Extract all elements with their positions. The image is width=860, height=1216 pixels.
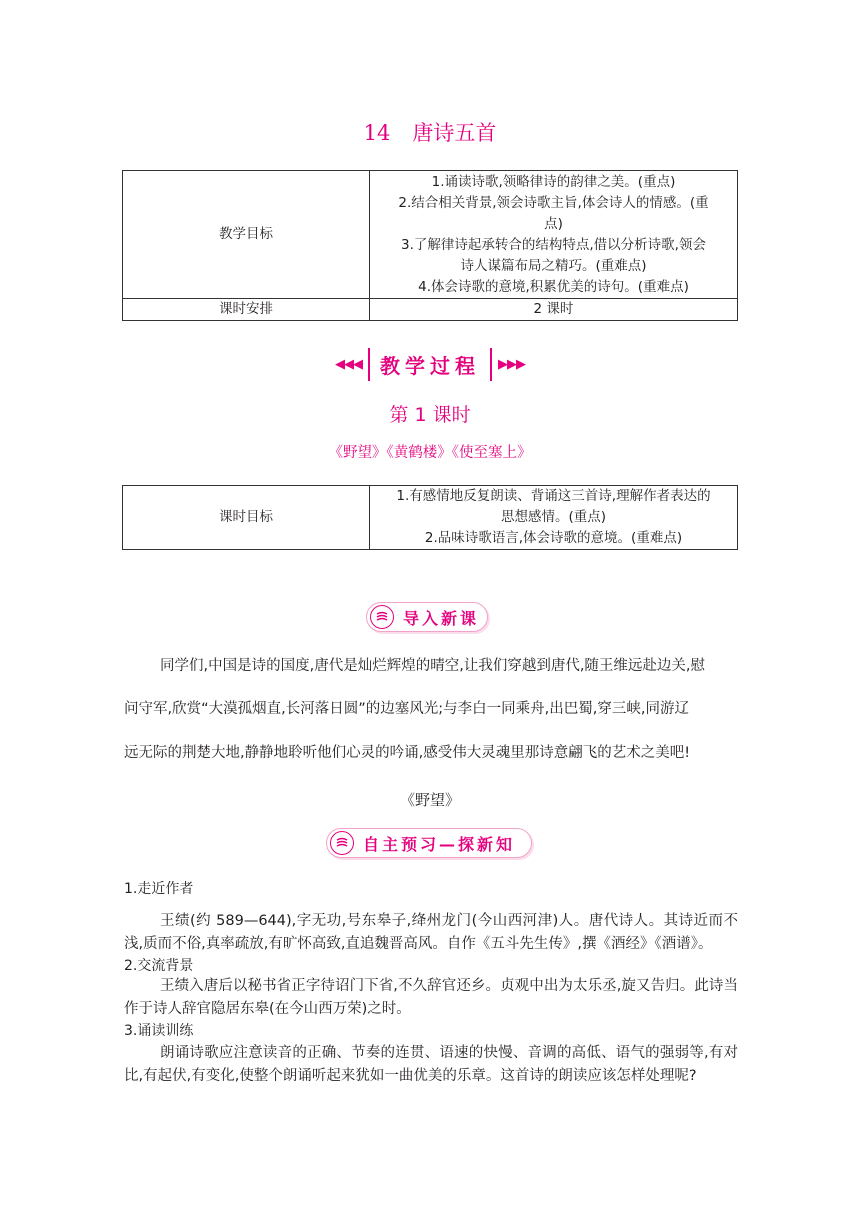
banner-box	[368, 348, 492, 381]
period-goals-table	[122, 485, 738, 550]
book-icon	[370, 605, 394, 629]
table-row	[123, 486, 738, 550]
section-body: 王绩(约 589—644),字无功,号东皋子,绛州龙门(今山西河津)人。唐代诗人。其诗近而不浅,质而不俗,真率疏放,有旷怀高致,直追魏晋高风。自作《五斗先生传》,撰《酒经》《酒谱》。	[124, 913, 738, 952]
lesson-number: 14	[363, 121, 391, 145]
schedule-value: 2 课时	[370, 299, 738, 321]
left-arrows-icon: ◀◀◀	[335, 357, 362, 372]
table-row	[123, 171, 738, 299]
goal-line: 2.结合相关背景,领会诗歌主旨,体会诗人的情感。(重	[398, 194, 709, 211]
section-body: 朗诵诗歌应注意读音的正确、节奏的连贯、语速的快慢、音调的高低、语气的强弱等,有对比,有起伏,有变化,使整个朗诵听起来犹如一曲优美的乐章。这首诗的朗读应该怎样处理呢?	[124, 1045, 738, 1084]
teaching-goals-label: 教学目标	[123, 171, 370, 299]
table-row	[123, 299, 738, 321]
preview-section-pill	[326, 828, 532, 858]
intro-section-pill	[366, 602, 488, 632]
goal-line: 2.品味诗歌语言,体会诗歌的意境。(重难点)	[424, 530, 683, 546]
intro-line: 远无际的荆楚大地,静静地聆听他们心灵的吟诵,感受伟大灵魂里那诗意翩飞的艺术之美吧!	[124, 745, 691, 761]
goal-line: 思想感情。(重点)	[500, 509, 607, 525]
section-heading: 2.交流背景	[124, 958, 194, 974]
goal-line: 点)	[544, 215, 563, 232]
goal-line: 4.体会诗歌的意境,积累优美的诗句。(重难点)	[418, 278, 689, 295]
section-body: 王绩入唐后以秘书省正字待诏门下省,不久辞官还乡。贞观中出为太乐丞,旋又告归。此诗当作于诗人辞官隐居东皋(在今山西万荣)之时。	[124, 978, 738, 1017]
banner-text: 教学过程	[380, 354, 480, 378]
goal-line: 诗人谋篇布局之精巧。(重难点)	[460, 257, 647, 274]
preview-pill-label: 自主预习—探新知	[363, 835, 516, 854]
poem-title: 《野望》	[399, 791, 460, 809]
poem-list: 《野望》《黄鹤楼》《使至塞上》	[328, 445, 532, 461]
goal-line: 1.有感情地反复朗读、背诵这三首诗,理解作者表达的	[396, 488, 711, 504]
right-arrows-icon: ▶▶▶	[498, 357, 525, 372]
book-icon	[330, 831, 354, 855]
goal-line: 3.了解律诗起承转合的结构特点,借以分析诗歌,领会	[401, 236, 706, 253]
teaching-goals-table	[122, 170, 738, 321]
lesson-name: 唐诗五首	[412, 121, 497, 145]
schedule-label: 课时安排	[123, 299, 370, 321]
section-heading: 3.诵读训练	[124, 1023, 194, 1039]
period-goals-label: 课时目标	[123, 486, 370, 550]
intro-line: 同学们,中国是诗的国度,唐代是灿烂辉煌的晴空,让我们穿越到唐代,随王维远赴边关,慰	[160, 658, 706, 674]
period-title: 第 1 课时	[389, 404, 471, 426]
intro-pill-label: 导入新课	[403, 609, 480, 628]
teaching-process-banner	[0, 348, 860, 382]
goal-line: 1.诵读诗歌,领略律诗的韵律之美。(重点)	[431, 173, 676, 190]
teaching-goals-cell	[370, 171, 738, 299]
section-heading: 1.走近作者	[124, 881, 194, 897]
period-goals-cell	[370, 486, 738, 550]
lesson-title	[0, 117, 860, 147]
intro-line: 问守军,欣赏“大漠孤烟直,长河落日圆”的边塞风光;与李白一同乘舟,出巴蜀,穿三峡,同游辽	[124, 701, 689, 717]
